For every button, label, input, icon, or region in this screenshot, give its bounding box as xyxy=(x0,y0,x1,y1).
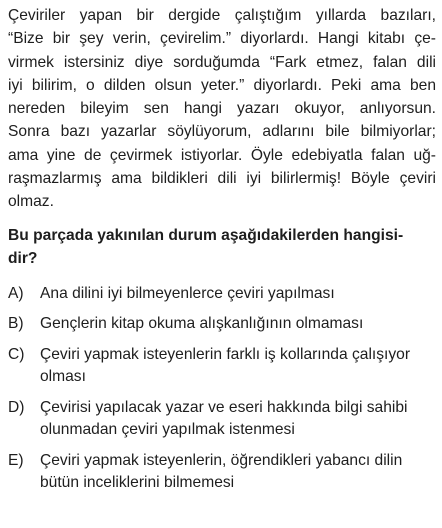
option-text-line: bütün inceliklerini bilmemesi xyxy=(40,474,235,492)
passage-line: “Bize bir şey verin, çevirelim.” diyorlardı. Hangi kitabı çe- xyxy=(8,30,436,48)
option-text-line: Ana dilini iyi bilmeyenlerce çeviri yapılması xyxy=(40,284,335,302)
passage-line: nereden bileyim sen hangi yazarı okuyor, anlıyorsun. xyxy=(8,100,436,118)
option-text-line: olunmadan çeviri yapılmak istenmesi xyxy=(40,421,295,439)
question-line: dir? xyxy=(8,249,38,267)
option-letter: D) xyxy=(8,398,25,416)
option-text-line: olması xyxy=(40,368,86,386)
option-b[interactable] xyxy=(8,313,436,336)
passage-line: virmek istersiniz diye sorduğumda “Fark etmez, falan dili xyxy=(8,53,436,71)
option-text-line: Çevirisi yapılacak yazar ve eseri hakkında bilgi sahibi xyxy=(40,398,408,416)
option-d[interactable] xyxy=(8,397,436,442)
option-letter: E) xyxy=(8,451,24,469)
passage-line: raşmazlarmış ama bildikleri dili iyi bilirlermiş! Böyle çeviri xyxy=(8,170,436,188)
option-text xyxy=(40,450,402,495)
reading-passage xyxy=(8,4,436,214)
option-text-line: Gençlerin kitap okuma alışkanlığının olmaması xyxy=(40,315,364,333)
option-letter: C) xyxy=(8,345,25,363)
option-text xyxy=(40,313,363,336)
option-a[interactable] xyxy=(8,283,436,306)
passage-line: iyi bilirim, o dilden olsun yeter.” diyorlardı. Peki ama ben xyxy=(8,76,436,94)
passage-line: Sonra bazı yazarlar söylüyorum, adlarını bile bilmiyorlar; xyxy=(8,123,436,141)
passage-line: ama yine de çevirmek istiyorlar. Öyle edebiyatla falan uğ- xyxy=(8,146,436,164)
option-letter: B) xyxy=(8,315,24,333)
option-text-line: Çeviri yapmak isteyenlerin, öğrendikleri yabancı dilin xyxy=(40,451,403,469)
option-text xyxy=(40,283,335,306)
passage-line: Çeviriler yapan bir dergide çalıştığım yıllarda bazıları, xyxy=(8,7,436,24)
option-c[interactable] xyxy=(8,344,436,389)
question-line: Bu parçada yakınılan durum aşağıdakilerden hangisi- xyxy=(8,226,404,244)
answer-options xyxy=(8,283,436,495)
question-stem xyxy=(8,224,436,270)
option-letter: A) xyxy=(8,284,24,302)
option-e[interactable] xyxy=(8,450,436,495)
passage-line: olmaz. xyxy=(8,193,54,211)
option-text-line: Çeviri yapmak isteyenlerin farklı iş kollarında çalışıyor xyxy=(40,345,411,363)
option-text xyxy=(40,397,408,442)
option-text xyxy=(40,344,410,389)
